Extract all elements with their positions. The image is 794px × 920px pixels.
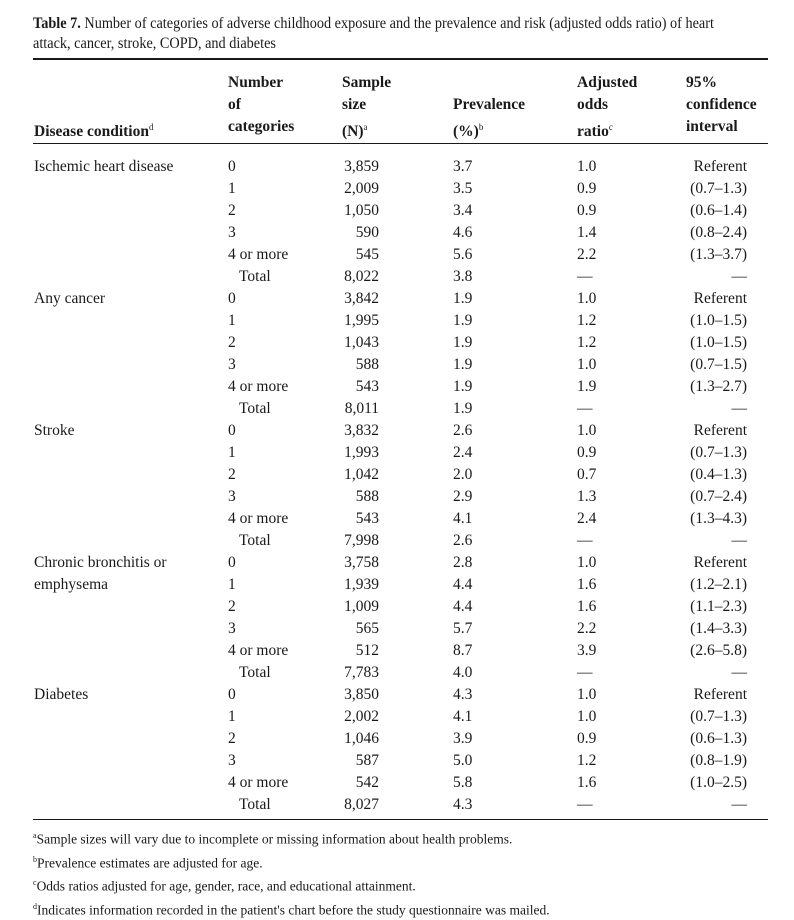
footnote: [33, 873, 550, 897]
table-row: [0, 156, 794, 178]
confidence-interval-cell: (0.7–1.3): [690, 442, 747, 464]
confidence-interval-cell: —: [732, 530, 748, 552]
confidence-interval-cell: (0.7–1.3): [690, 178, 747, 200]
table-row: [0, 288, 794, 310]
confidence-interval-cell: (0.6–1.4): [690, 200, 747, 222]
prevalence-cell: 8.7: [453, 640, 472, 662]
footnote: [33, 850, 550, 874]
table-row: [0, 728, 794, 750]
category-cell: Total: [239, 662, 271, 684]
prevalence-cell: 2.4: [453, 442, 472, 464]
table-row: [0, 596, 794, 618]
sample-size-cell: 2,009: [344, 178, 379, 200]
sample-size-cell: 7,783: [344, 662, 379, 684]
sample-size-cell: 1,042: [344, 464, 379, 486]
sample-size-cell: 565: [356, 618, 379, 640]
confidence-interval-cell: (1.3–4.3): [690, 508, 747, 530]
sample-size-cell: 588: [356, 486, 379, 508]
table-row: [0, 486, 794, 508]
table-row: [0, 376, 794, 398]
top-rule: [33, 58, 768, 60]
odds-ratio-cell: 1.2: [577, 332, 596, 354]
category-cell: 2: [228, 332, 236, 354]
confidence-interval-cell: —: [732, 794, 748, 816]
odds-ratio-cell: 0.9: [577, 178, 596, 200]
odds-ratio-cell: —: [577, 794, 593, 816]
table-row: [0, 200, 794, 222]
sample-size-cell: 587: [356, 750, 379, 772]
confidence-interval-cell: Referent: [694, 552, 747, 574]
confidence-interval-cell: (1.3–2.7): [690, 376, 747, 398]
table-row: [0, 222, 794, 244]
category-cell: 3: [228, 618, 236, 640]
header-prevalence: Prevalence (%)$^b$: [453, 94, 525, 143]
footnote-mark: a: [33, 831, 37, 840]
sample-size-cell: 512: [356, 640, 379, 662]
odds-ratio-cell: 1.2: [577, 750, 596, 772]
sample-size-cell: 7,998: [344, 530, 379, 552]
confidence-interval-cell: Referent: [694, 420, 747, 442]
prevalence-cell: 4.4: [453, 596, 472, 618]
footnote-text: Indicates information recorded in the patient's chart before the study questionnaire was mailed.: [37, 902, 550, 917]
header-odds-ratio: Adjusted odds ratio$^c$: [577, 72, 637, 143]
sample-size-cell: 1,009: [344, 596, 379, 618]
table-row: [0, 178, 794, 200]
confidence-interval-cell: (0.7–1.3): [690, 706, 747, 728]
sample-size-cell: 8,022: [344, 266, 379, 288]
footnote-text: Odds ratios adjusted for age, gender, race, and educational attainment.: [37, 879, 416, 894]
category-cell: Total: [239, 266, 271, 288]
confidence-interval-cell: (1.2–2.1): [690, 574, 747, 596]
prevalence-cell: 4.1: [453, 508, 472, 530]
prevalence-cell: 1.9: [453, 354, 472, 376]
odds-ratio-cell: 1.0: [577, 420, 596, 442]
table-row: [0, 794, 794, 816]
category-cell: 1: [228, 310, 236, 332]
odds-ratio-cell: 1.0: [577, 288, 596, 310]
table-row: [0, 266, 794, 288]
prevalence-cell: 2.6: [453, 530, 472, 552]
disease-condition: Ischemic heart disease: [34, 156, 173, 178]
sample-size-cell: 543: [356, 508, 379, 530]
confidence-interval-cell: (2.6–5.8): [690, 640, 747, 662]
odds-ratio-cell: 2.2: [577, 244, 596, 266]
sample-size-cell: 2,002: [344, 706, 379, 728]
odds-ratio-cell: —: [577, 662, 593, 684]
prevalence-cell: 2.6: [453, 420, 472, 442]
header-categories: Number of categories: [228, 72, 294, 138]
table-row: [0, 530, 794, 552]
disease-condition-continued: emphysema: [34, 574, 108, 596]
header-confidence-interval: 95% confidence interval: [686, 72, 757, 138]
confidence-interval-cell: (1.0–1.5): [690, 310, 747, 332]
category-cell: 1: [228, 442, 236, 464]
confidence-interval-cell: (0.8–1.9): [690, 750, 747, 772]
confidence-interval-cell: Referent: [694, 684, 747, 706]
odds-ratio-cell: —: [577, 266, 593, 288]
odds-ratio-cell: 3.9: [577, 640, 596, 662]
table-row: [0, 706, 794, 728]
odds-ratio-cell: 1.0: [577, 354, 596, 376]
footnote: [33, 897, 550, 920]
footnote-mark: b: [33, 855, 37, 864]
prevalence-cell: 3.5: [453, 178, 472, 200]
footnote: [33, 826, 550, 850]
confidence-interval-cell: (1.3–3.7): [690, 244, 747, 266]
table-row: [0, 244, 794, 266]
sample-size-cell: 3,842: [344, 288, 379, 310]
odds-ratio-cell: 1.6: [577, 596, 596, 618]
sample-size-cell: 1,050: [344, 200, 379, 222]
category-cell: 1: [228, 574, 236, 596]
prevalence-cell: 4.4: [453, 574, 472, 596]
category-cell: Total: [239, 398, 271, 420]
table-row: [0, 684, 794, 706]
sample-size-cell: 1,939: [344, 574, 379, 596]
sample-size-cell: 542: [356, 772, 379, 794]
footnotes: [33, 826, 550, 920]
footnote-text: Prevalence estimates are adjusted for age.: [37, 855, 263, 870]
prevalence-cell: 5.7: [453, 618, 472, 640]
table-row: [0, 398, 794, 420]
table-row: [0, 332, 794, 354]
category-cell: 4 or more: [228, 244, 288, 266]
category-cell: 2: [228, 728, 236, 750]
prevalence-cell: 1.9: [453, 376, 472, 398]
table-row: [0, 640, 794, 662]
prevalence-cell: 1.9: [453, 288, 472, 310]
confidence-interval-cell: (1.0–1.5): [690, 332, 747, 354]
odds-ratio-cell: —: [577, 530, 593, 552]
table-row: [0, 354, 794, 376]
confidence-interval-cell: —: [732, 662, 748, 684]
prevalence-cell: 3.8: [453, 266, 472, 288]
odds-ratio-cell: 0.9: [577, 442, 596, 464]
table-row: [0, 574, 794, 596]
prevalence-cell: 2.9: [453, 486, 472, 508]
table-label: Table 7.: [33, 15, 81, 32]
confidence-interval-cell: (0.7–1.5): [690, 354, 747, 376]
table-row: [0, 618, 794, 640]
category-cell: 3: [228, 750, 236, 772]
confidence-interval-cell: Referent: [694, 156, 747, 178]
odds-ratio-cell: 2.2: [577, 618, 596, 640]
sample-size-cell: 3,832: [344, 420, 379, 442]
sample-size-cell: 543: [356, 376, 379, 398]
category-cell: 2: [228, 200, 236, 222]
category-cell: 4 or more: [228, 508, 288, 530]
prevalence-cell: 1.9: [453, 310, 472, 332]
odds-ratio-cell: 1.2: [577, 310, 596, 332]
category-cell: 3: [228, 354, 236, 376]
odds-ratio-cell: 1.0: [577, 156, 596, 178]
header-sample-size: Sample size $(N)^a$: [342, 72, 391, 143]
table-caption: [33, 14, 769, 54]
odds-ratio-cell: —: [577, 398, 593, 420]
table-row: [0, 552, 794, 574]
sample-size-cell: 1,995: [344, 310, 379, 332]
caption-text-line-1: Number of categories of adverse childhood exposure and the prevalence and risk (adjusted odds ratio) of heart: [81, 15, 714, 32]
odds-ratio-cell: 1.6: [577, 772, 596, 794]
odds-ratio-cell: 1.0: [577, 552, 596, 574]
category-cell: 0: [228, 420, 236, 442]
sample-size-cell: 590: [356, 222, 379, 244]
odds-ratio-cell: 1.9: [577, 376, 596, 398]
category-cell: 1: [228, 706, 236, 728]
footnote-mark: c: [33, 878, 37, 887]
odds-ratio-cell: 0.9: [577, 728, 596, 750]
disease-condition: Any cancer: [34, 288, 105, 310]
category-cell: 3: [228, 222, 236, 244]
confidence-interval-cell: (1.1–2.3): [690, 596, 747, 618]
table-row: [0, 772, 794, 794]
prevalence-cell: 5.6: [453, 244, 472, 266]
prevalence-cell: 4.1: [453, 706, 472, 728]
category-cell: 0: [228, 552, 236, 574]
sample-size-cell: 8,011: [345, 398, 379, 420]
category-cell: 3: [228, 486, 236, 508]
odds-ratio-cell: 0.7: [577, 464, 596, 486]
disease-condition: Chronic bronchitis or: [34, 552, 167, 574]
confidence-interval-cell: Referent: [694, 288, 747, 310]
category-cell: 4 or more: [228, 376, 288, 398]
sample-size-cell: 8,027: [344, 794, 379, 816]
odds-ratio-cell: 1.3: [577, 486, 596, 508]
prevalence-cell: 2.0: [453, 464, 472, 486]
sample-size-cell: 3,758: [344, 552, 379, 574]
prevalence-cell: 1.9: [453, 398, 472, 420]
prevalence-cell: 4.6: [453, 222, 472, 244]
sample-size-cell: 1,043: [344, 332, 379, 354]
confidence-interval-cell: (1.4–3.3): [690, 618, 747, 640]
sample-size-cell: 1,993: [344, 442, 379, 464]
confidence-interval-cell: (0.6–1.3): [690, 728, 747, 750]
disease-condition: Diabetes: [34, 684, 88, 706]
sample-size-cell: 3,859: [344, 156, 379, 178]
category-cell: 4 or more: [228, 772, 288, 794]
footnote-mark: d: [33, 902, 37, 911]
prevalence-cell: 4.3: [453, 684, 472, 706]
bottom-rule: [33, 819, 768, 820]
prevalence-cell: 3.7: [453, 156, 472, 178]
category-cell: Total: [239, 530, 271, 552]
category-cell: 4 or more: [228, 640, 288, 662]
prevalence-cell: 1.9: [453, 332, 472, 354]
prevalence-cell: 5.0: [453, 750, 472, 772]
table-row: [0, 442, 794, 464]
sample-size-cell: 545: [356, 244, 379, 266]
caption-text-line-2: attack, cancer, stroke, COPD, and diabetes: [33, 34, 769, 54]
category-cell: 1: [228, 178, 236, 200]
category-cell: Total: [239, 794, 271, 816]
sample-size-cell: 588: [356, 354, 379, 376]
prevalence-cell: 4.0: [453, 662, 472, 684]
sample-size-cell: 1,046: [344, 728, 379, 750]
confidence-interval-cell: —: [732, 398, 748, 420]
confidence-interval-cell: —: [732, 266, 748, 288]
prevalence-cell: 5.8: [453, 772, 472, 794]
category-cell: 2: [228, 596, 236, 618]
category-cell: 2: [228, 464, 236, 486]
category-cell: 0: [228, 684, 236, 706]
odds-ratio-cell: 1.4: [577, 222, 596, 244]
header-rule: [33, 143, 768, 144]
footnote-text: Sample sizes will vary due to incomplete or missing information about health problems.: [37, 832, 513, 847]
odds-ratio-cell: 1.6: [577, 574, 596, 596]
table-row: [0, 310, 794, 332]
confidence-interval-cell: (0.4–1.3): [690, 464, 747, 486]
odds-ratio-cell: 0.9: [577, 200, 596, 222]
table-row: [0, 464, 794, 486]
odds-ratio-cell: 1.0: [577, 706, 596, 728]
sample-size-cell: 3,850: [344, 684, 379, 706]
prevalence-cell: 3.4: [453, 200, 472, 222]
odds-ratio-cell: 2.4: [577, 508, 596, 530]
prevalence-cell: 4.3: [453, 794, 472, 816]
confidence-interval-cell: (0.8–2.4): [690, 222, 747, 244]
table-row: [0, 508, 794, 530]
disease-condition: Stroke: [34, 420, 74, 442]
prevalence-cell: 3.9: [453, 728, 472, 750]
table-row: [0, 662, 794, 684]
category-cell: 0: [228, 156, 236, 178]
table-row: [0, 750, 794, 772]
table-row: [0, 420, 794, 442]
confidence-interval-cell: (0.7–2.4): [690, 486, 747, 508]
odds-ratio-cell: 1.0: [577, 684, 596, 706]
confidence-interval-cell: (1.0–2.5): [690, 772, 747, 794]
category-cell: 0: [228, 288, 236, 310]
header-condition: Disease condition$^d$: [34, 116, 153, 143]
prevalence-cell: 2.8: [453, 552, 472, 574]
